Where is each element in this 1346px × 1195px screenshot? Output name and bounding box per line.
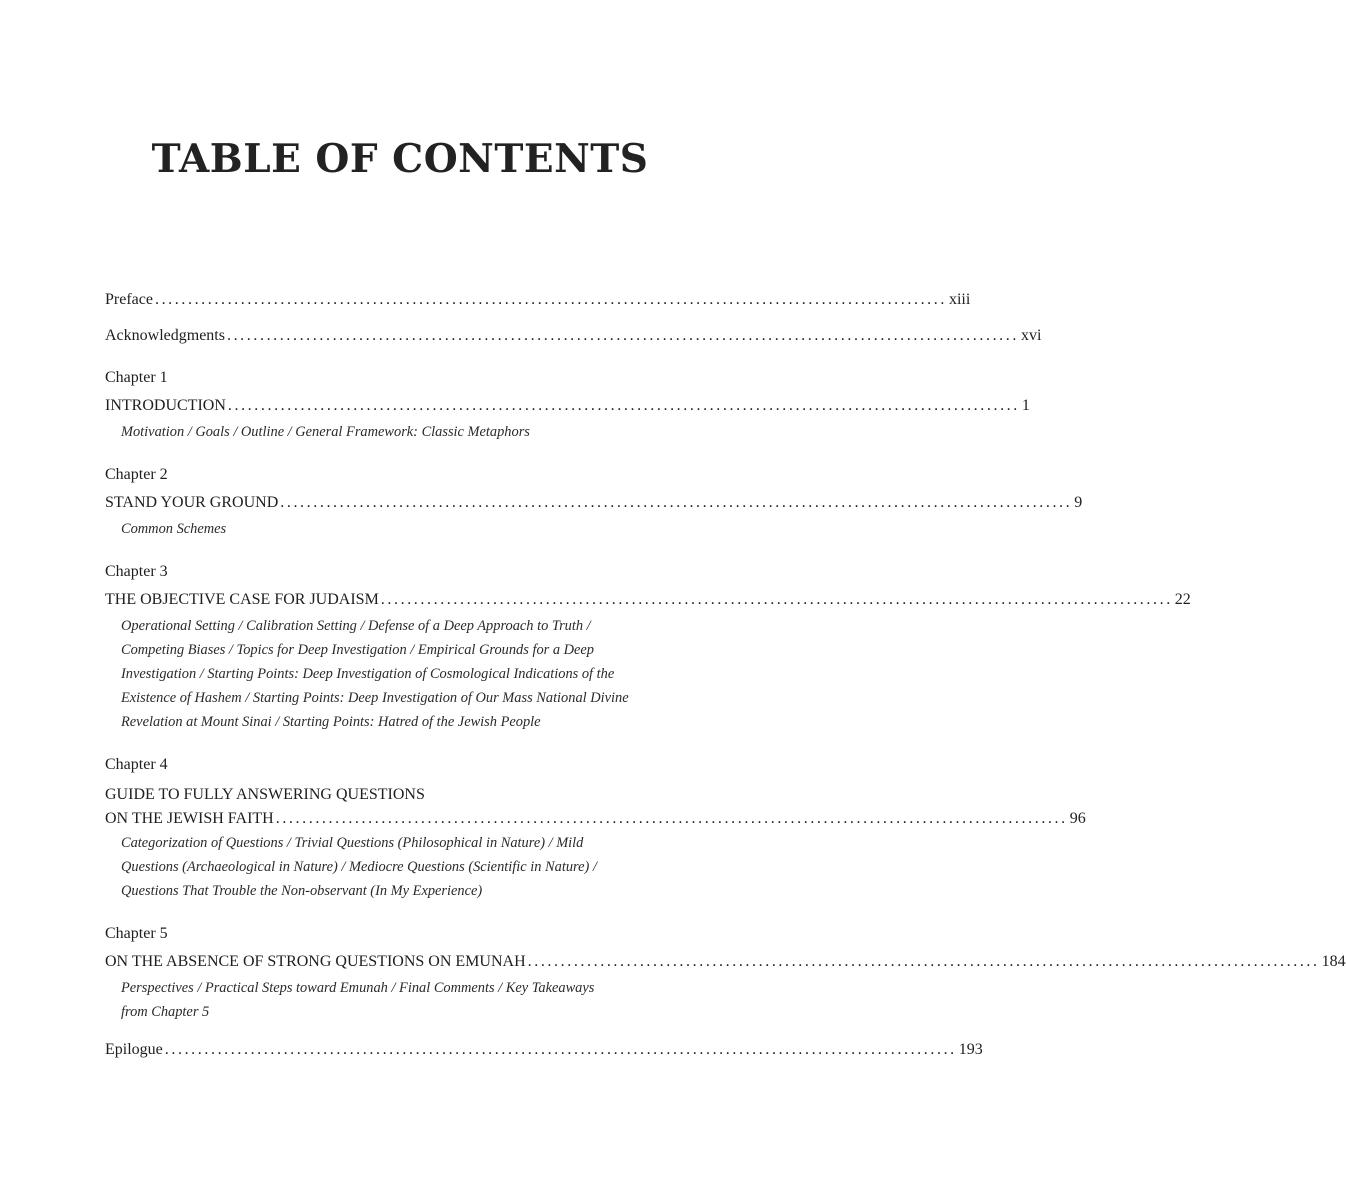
chapter-description-line: Perspectives / Practical Steps toward Emunah / Final Comments / Key Takeaways [121,980,595,996]
leader-dots: ........................................................................................................................ [380,591,1173,608]
chapter-number: Chapter 3 [105,563,168,580]
entry-label: STAND YOUR GROUND [105,494,279,511]
chapter-number: Chapter 4 [105,756,168,773]
page-title: TABLE OF CONTENTS [151,136,649,182]
leader-dots: ........................................................................................................................ [226,327,1019,344]
entry-label: INTRODUCTION [105,397,226,414]
chapter-number: Chapter 1 [105,369,168,386]
chapter-description-line: Questions (Archaeological in Nature) / Mediocre Questions (Scientific in Nature) / [121,859,597,875]
entry-label: ON THE ABSENCE OF STRONG QUESTIONS ON EMUNAH [105,953,526,970]
entry-page: 9 [1074,494,1083,511]
entry-label: Preface [105,291,153,308]
toc-entry-acknowledgments [105,322,1042,350]
entry-page: xiii [948,291,971,308]
entry-label: ON THE JEWISH FAITH [105,810,274,827]
toc-entry-preface [105,286,971,314]
leader-dots: ........................................................................................................................ [164,1041,957,1058]
chapter-description-line: from Chapter 5 [121,1004,210,1020]
chapter-description-line: Operational Setting / Calibration Setting / Defense of a Deep Approach to Truth / [121,618,591,634]
toc-entry-epilogue [105,1036,983,1064]
chapter-description-line: Investigation / Starting Points: Deep Investigation of Cosmological Indications of the [121,666,615,682]
chapter-description: Common Schemes [121,521,227,537]
chapter-number: Chapter 2 [105,466,168,483]
toc-entry-chapter-5 [105,948,1346,976]
entry-page: 22 [1174,591,1191,608]
entry-page: 184 [1321,953,1346,970]
entry-page: 96 [1069,810,1086,827]
chapter-description-line: Questions That Trouble the Non-observant (In My Experience) [121,883,483,899]
chapter-description-line: Existence of Hashem / Starting Points: Deep Investigation of Our Mass National Divine [121,690,629,706]
chapter-number: Chapter 5 [105,925,168,942]
entry-label: THE OBJECTIVE CASE FOR JUDAISM [105,591,379,608]
entry-label: Acknowledgments [105,327,225,344]
entry-page: 193 [958,1041,983,1058]
chapter-description-line: Categorization of Questions / Trivial Questions (Philosophical in Nature) / Mild [121,835,584,851]
toc-entry-chapter-4 [105,807,1086,831]
chapter-description: Motivation / Goals / Outline / General Framework: Classic Metaphors [121,424,530,440]
leader-dots: ........................................................................................................................ [280,494,1073,511]
leader-dots: ........................................................................................................................ [527,953,1320,970]
leader-dots: ........................................................................................................................ [227,397,1020,414]
toc-entry-chapter-1 [105,392,1030,420]
chapter-title-line: GUIDE TO FULLY ANSWERING QUESTIONS [105,786,425,803]
chapter-description-line: Competing Biases / Topics for Deep Investigation / Empirical Grounds for a Deep [121,642,594,658]
leader-dots: ........................................................................................................................ [154,291,947,308]
leader-dots: ........................................................................................................................ [275,810,1068,827]
toc-list [105,280,1346,1064]
chapter-description-line: Revelation at Mount Sinai / Starting Points: Hatred of the Jewish People [121,714,541,730]
entry-page: 1 [1021,397,1030,414]
entry-page: xvi [1020,327,1042,344]
toc-entry-chapter-3 [105,586,1191,614]
toc-entry-chapter-2 [105,489,1083,517]
entry-label: Epilogue [105,1041,163,1058]
